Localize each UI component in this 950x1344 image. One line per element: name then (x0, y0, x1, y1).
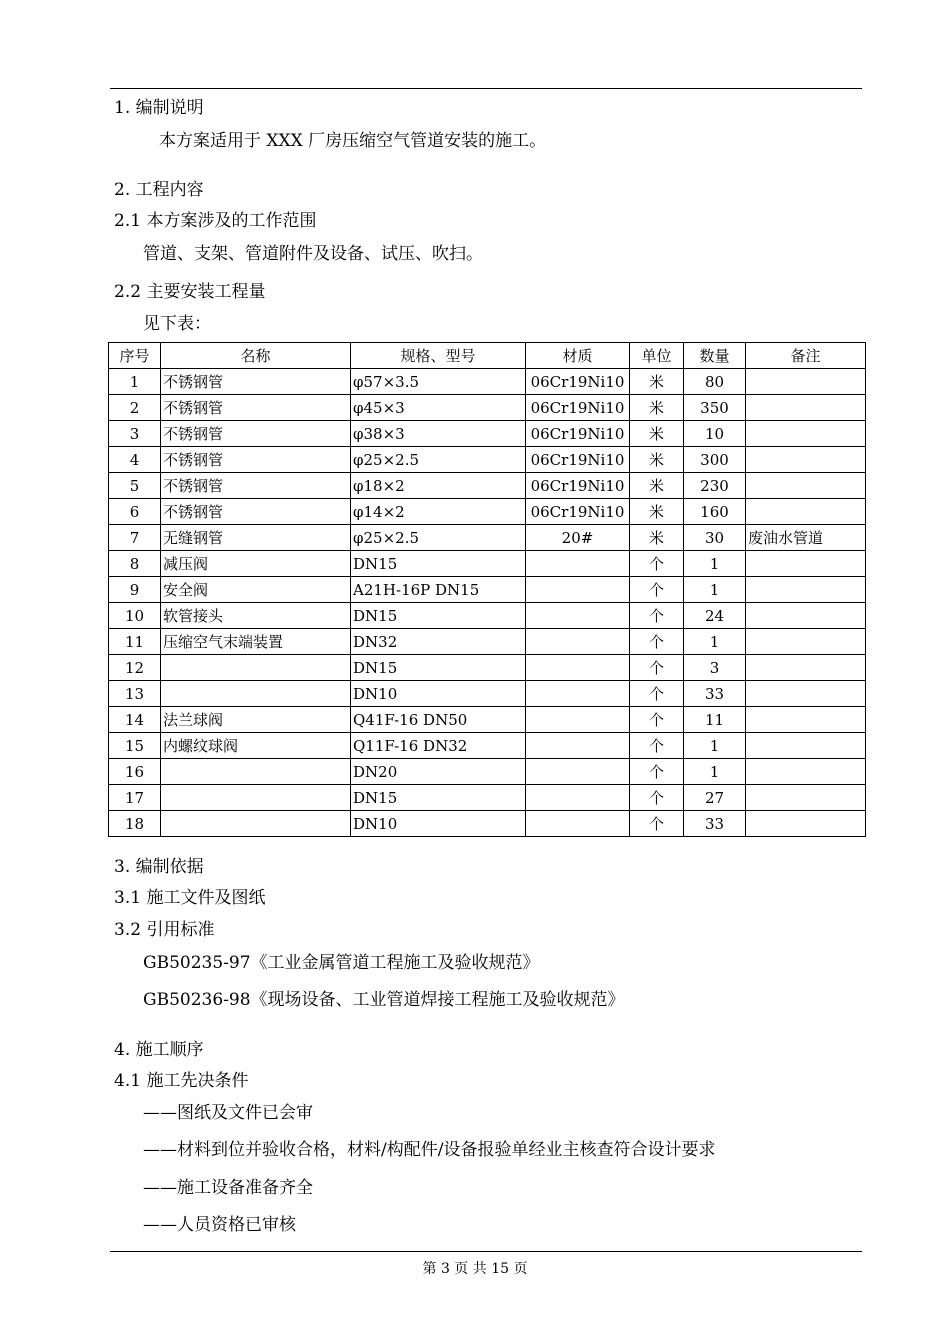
row-unit: 个 (630, 707, 684, 733)
row-unit: 个 (630, 655, 684, 681)
row-remark (746, 369, 866, 395)
table-row (109, 473, 866, 499)
row-material (526, 577, 630, 603)
header-name: 名称 (161, 343, 351, 369)
row-spec: DN32 (351, 629, 526, 655)
row-material (526, 655, 630, 681)
table-row (109, 395, 866, 421)
precondition-item: ——材料到位并验收合格，材料/构配件/设备报验单经业主核查符合设计要求 (143, 1140, 716, 1160)
row-quantity: 1 (684, 551, 746, 577)
row-remark (746, 707, 866, 733)
row-index: 17 (109, 785, 161, 811)
row-spec: φ38×3 (351, 421, 526, 447)
row-quantity: 1 (684, 759, 746, 785)
row-index: 5 (109, 473, 161, 499)
row-index: 1 (109, 369, 161, 395)
section-1-heading: 1. 编制说明 (114, 98, 204, 118)
row-remark (746, 395, 866, 421)
standard-gb50235: GB50235-97《工业金属管道工程施工及验收规范》 (143, 953, 540, 973)
row-material (526, 811, 630, 837)
precondition-item: ——图纸及文件已会审 (143, 1103, 313, 1123)
row-remark (746, 551, 866, 577)
row-name: 不锈钢管 (161, 395, 351, 421)
row-index: 12 (109, 655, 161, 681)
row-quantity: 10 (684, 421, 746, 447)
row-quantity: 1 (684, 733, 746, 759)
table-row (109, 525, 866, 551)
header-remark: 备注 (746, 343, 866, 369)
row-material (526, 707, 630, 733)
row-spec: DN15 (351, 551, 526, 577)
row-unit: 米 (630, 499, 684, 525)
row-unit: 个 (630, 551, 684, 577)
header-index: 序号 (109, 343, 161, 369)
table-row (109, 499, 866, 525)
row-spec: DN15 (351, 785, 526, 811)
row-name: 内螺纹球阀 (161, 733, 351, 759)
section-3-heading: 3. 编制依据 (114, 857, 204, 877)
row-remark (746, 499, 866, 525)
row-remark (746, 785, 866, 811)
row-name: 无缝钢管 (161, 525, 351, 551)
row-quantity: 1 (684, 577, 746, 603)
row-unit: 米 (630, 421, 684, 447)
table-row (109, 785, 866, 811)
quantity-table (108, 342, 866, 837)
row-quantity: 33 (684, 811, 746, 837)
precondition-item: ——人员资格已审核 (143, 1215, 296, 1235)
row-material (526, 733, 630, 759)
row-material (526, 785, 630, 811)
row-index: 13 (109, 681, 161, 707)
table-row (109, 629, 866, 655)
row-name: 不锈钢管 (161, 473, 351, 499)
table-row (109, 603, 866, 629)
table-row (109, 447, 866, 473)
row-name (161, 655, 351, 681)
section-2-2-body: 见下表： (143, 314, 211, 334)
row-index: 3 (109, 421, 161, 447)
row-material: 06Cr19Ni10 (526, 473, 630, 499)
table-row (109, 681, 866, 707)
row-material (526, 681, 630, 707)
row-unit: 个 (630, 577, 684, 603)
header-quantity: 数量 (684, 343, 746, 369)
table-row (109, 369, 866, 395)
row-quantity: 300 (684, 447, 746, 473)
section-4-1-heading: 4.1 施工先决条件 (114, 1071, 249, 1091)
section-2-heading: 2. 工程内容 (114, 180, 204, 200)
standard-gb50236: GB50236-98《现场设备、工业管道焊接工程施工及验收规范》 (143, 990, 625, 1010)
table-row (109, 655, 866, 681)
row-remark (746, 473, 866, 499)
row-index: 10 (109, 603, 161, 629)
row-material: 20# (526, 525, 630, 551)
row-spec: Q41F-16 DN50 (351, 707, 526, 733)
table-row (109, 811, 866, 837)
row-index: 9 (109, 577, 161, 603)
row-spec: DN20 (351, 759, 526, 785)
row-remark (746, 421, 866, 447)
row-index: 4 (109, 447, 161, 473)
row-remark (746, 681, 866, 707)
row-name: 不锈钢管 (161, 421, 351, 447)
table-row (109, 421, 866, 447)
row-quantity: 80 (684, 369, 746, 395)
row-index: 7 (109, 525, 161, 551)
row-name: 法兰球阀 (161, 707, 351, 733)
row-spec: DN15 (351, 655, 526, 681)
row-name: 安全阀 (161, 577, 351, 603)
table-row (109, 551, 866, 577)
row-name: 不锈钢管 (161, 447, 351, 473)
row-index: 6 (109, 499, 161, 525)
header-material: 材质 (526, 343, 630, 369)
table-header-row (109, 343, 866, 369)
row-material: 06Cr19Ni10 (526, 421, 630, 447)
row-index: 15 (109, 733, 161, 759)
row-name: 减压阀 (161, 551, 351, 577)
row-name: 不锈钢管 (161, 369, 351, 395)
row-spec: DN15 (351, 603, 526, 629)
row-spec: φ57×3.5 (351, 369, 526, 395)
row-quantity: 160 (684, 499, 746, 525)
row-spec: φ25×2.5 (351, 525, 526, 551)
row-name: 不锈钢管 (161, 499, 351, 525)
row-name: 压缩空气末端装置 (161, 629, 351, 655)
row-unit: 米 (630, 447, 684, 473)
row-quantity: 30 (684, 525, 746, 551)
row-quantity: 350 (684, 395, 746, 421)
row-material: 06Cr19Ni10 (526, 369, 630, 395)
row-remark (746, 603, 866, 629)
row-unit: 个 (630, 603, 684, 629)
row-spec: φ25×2.5 (351, 447, 526, 473)
row-material: 06Cr19Ni10 (526, 447, 630, 473)
page-number: 第 3 页 共 15 页 (422, 1261, 528, 1277)
row-spec: A21H-16P DN15 (351, 577, 526, 603)
row-unit: 米 (630, 525, 684, 551)
section-2-1-body: 管道、支架、管道附件及设备、试压、吹扫。 (143, 244, 483, 264)
section-3-1-heading: 3.1 施工文件及图纸 (114, 888, 266, 908)
row-quantity: 27 (684, 785, 746, 811)
row-unit: 米 (630, 473, 684, 499)
row-unit: 个 (630, 629, 684, 655)
row-name: 软管接头 (161, 603, 351, 629)
row-index: 11 (109, 629, 161, 655)
row-quantity: 230 (684, 473, 746, 499)
row-unit: 个 (630, 785, 684, 811)
row-quantity: 33 (684, 681, 746, 707)
row-material (526, 629, 630, 655)
row-unit: 个 (630, 681, 684, 707)
row-remark (746, 811, 866, 837)
row-name (161, 681, 351, 707)
row-remark (746, 759, 866, 785)
row-material (526, 603, 630, 629)
row-quantity: 3 (684, 655, 746, 681)
section-2-2-heading: 2.2 主要安装工程量 (114, 282, 266, 302)
row-material: 06Cr19Ni10 (526, 499, 630, 525)
section-4-heading: 4. 施工顺序 (114, 1040, 204, 1060)
row-material: 06Cr19Ni10 (526, 395, 630, 421)
table-row (109, 733, 866, 759)
row-index: 18 (109, 811, 161, 837)
row-remark (746, 733, 866, 759)
row-spec: DN10 (351, 681, 526, 707)
table-row (109, 707, 866, 733)
row-material (526, 551, 630, 577)
table-row (109, 759, 866, 785)
section-1-body: 本方案适用于 XXX 厂房压缩空气管道安装的施工。 (159, 131, 547, 151)
precondition-item: ——施工设备准备齐全 (143, 1178, 313, 1198)
row-quantity: 11 (684, 707, 746, 733)
header-unit: 单位 (630, 343, 684, 369)
row-unit: 个 (630, 759, 684, 785)
row-remark (746, 577, 866, 603)
row-unit: 米 (630, 395, 684, 421)
row-remark (746, 629, 866, 655)
footer-rule (110, 1251, 862, 1252)
row-unit: 个 (630, 811, 684, 837)
row-remark (746, 655, 866, 681)
row-index: 2 (109, 395, 161, 421)
row-index: 8 (109, 551, 161, 577)
row-index: 14 (109, 707, 161, 733)
row-unit: 米 (630, 369, 684, 395)
row-unit: 个 (630, 733, 684, 759)
row-quantity: 1 (684, 629, 746, 655)
row-name (161, 759, 351, 785)
section-2-1-heading: 2.1 本方案涉及的工作范围 (114, 211, 317, 231)
row-name (161, 811, 351, 837)
row-spec: φ18×2 (351, 473, 526, 499)
header-rule (110, 88, 862, 89)
row-name (161, 785, 351, 811)
table-row (109, 577, 866, 603)
row-quantity: 24 (684, 603, 746, 629)
section-3-2-heading: 3.2 引用标准 (114, 920, 215, 940)
row-remark: 废油水管道 (746, 525, 866, 551)
row-spec: φ14×2 (351, 499, 526, 525)
row-spec: DN10 (351, 811, 526, 837)
row-spec: φ45×3 (351, 395, 526, 421)
header-spec: 规格、型号 (351, 343, 526, 369)
row-material (526, 759, 630, 785)
row-spec: Q11F-16 DN32 (351, 733, 526, 759)
row-index: 16 (109, 759, 161, 785)
row-remark (746, 447, 866, 473)
